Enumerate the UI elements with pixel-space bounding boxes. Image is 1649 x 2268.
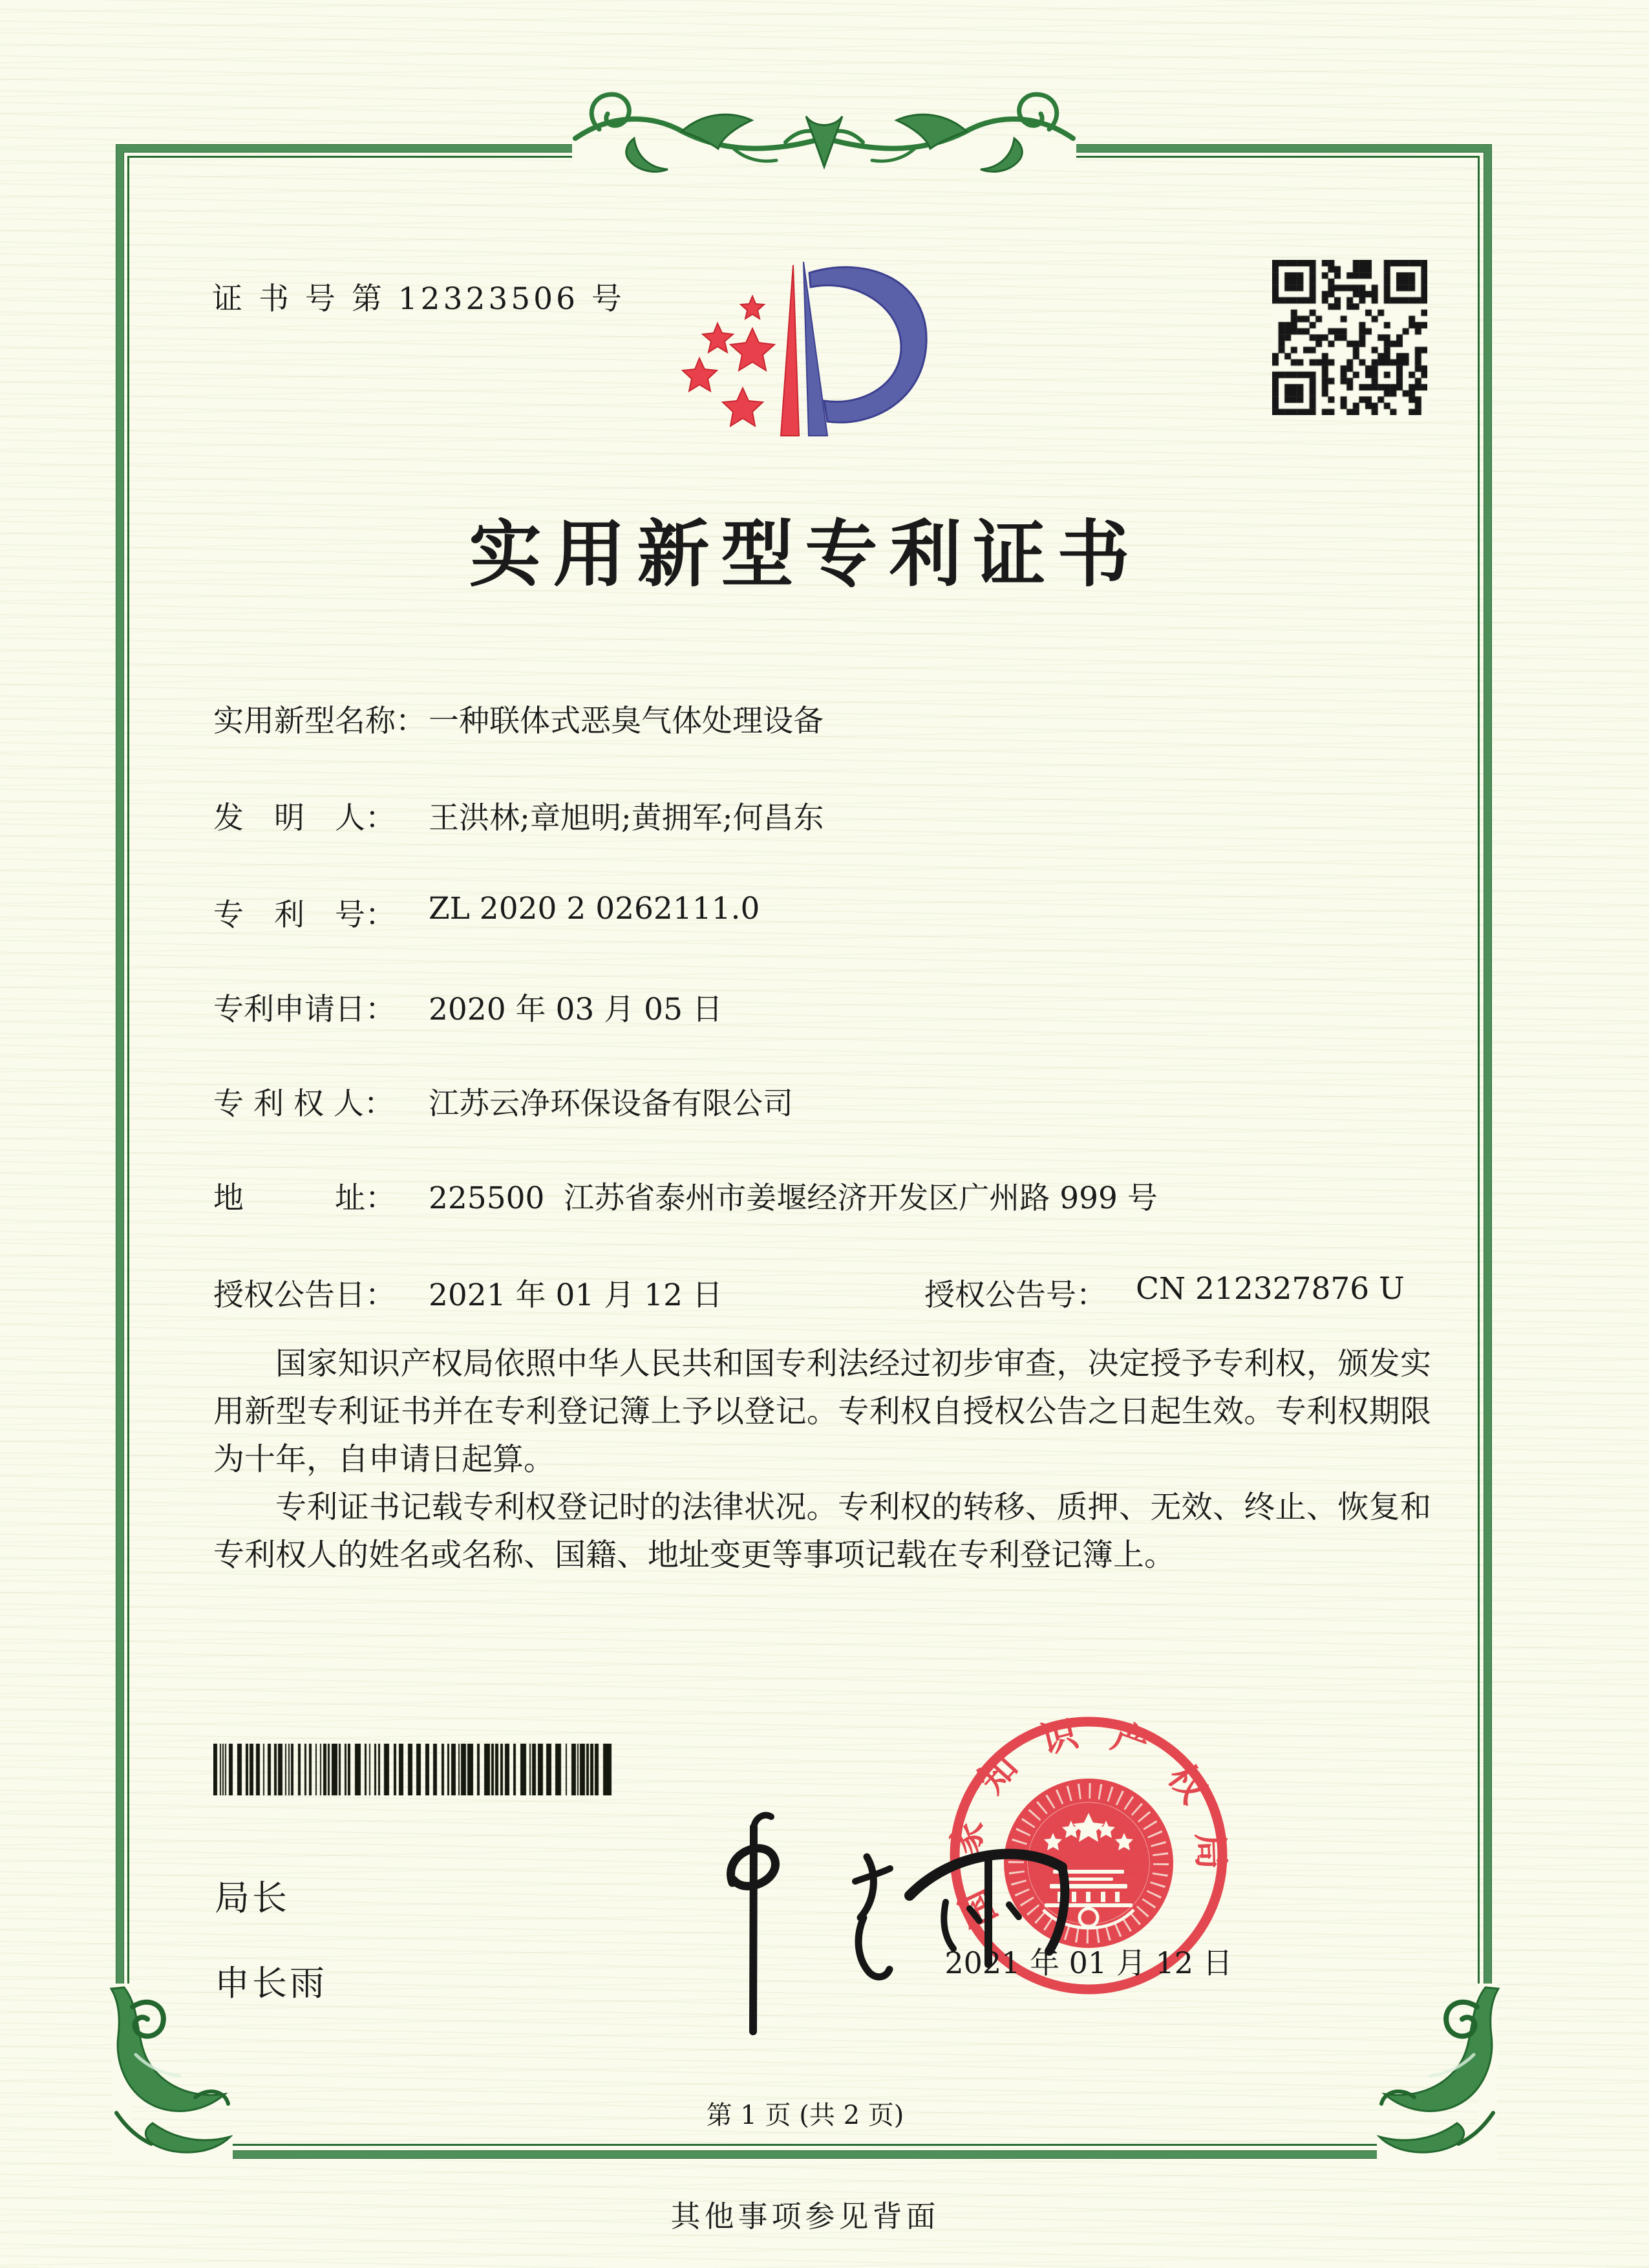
logo-blue-wedge	[803, 262, 827, 436]
field-row-patent-no	[0, 891, 1649, 936]
floral-border-ornament-bottom-right	[1377, 1984, 1513, 2165]
seal-text: 国家知识产权局	[944, 1711, 1233, 1934]
field-value: 一种联体式恶臭气体处理设备	[429, 703, 824, 739]
certificate-title: 实用新型专利证书	[469, 512, 1142, 597]
certificate-number: 证 书 号 第 12323506 号	[212, 281, 625, 317]
grant-date-label: 授权公告日：	[213, 1278, 396, 1313]
legal-text	[213, 1340, 1431, 1579]
field-row-address	[0, 1174, 1649, 1219]
floral-border-ornament-bottom-left	[97, 1984, 233, 2165]
grant-date-value: 2021 年 01 月 12 日	[429, 1278, 723, 1313]
field-label: 专利申请日：	[213, 992, 396, 1027]
field-value: 王洪林;章旭明;黄拥军;何昌东	[429, 800, 824, 836]
field-label: 专 利 权 人：	[213, 1086, 394, 1122]
field-row-filing-date	[0, 985, 1649, 1031]
field-row-grant	[0, 1271, 1649, 1316]
barcode	[213, 1744, 613, 1795]
logo-red-wedge	[781, 265, 799, 436]
field-row-name	[0, 697, 1649, 742]
field-value: 江苏云净环保设备有限公司	[429, 1086, 793, 1122]
logo-p-bowl	[809, 267, 926, 422]
field-row-patentee	[0, 1080, 1649, 1125]
field-label: 发 明 人：	[213, 800, 396, 836]
field-label: 专 利 号：	[213, 897, 396, 933]
field-label: 地 址：	[213, 1181, 396, 1216]
director-title: 局长	[215, 1878, 290, 1918]
back-side-note: 其他事项参见背面	[670, 2199, 940, 2234]
legal-paragraph-2: 专利证书记载专利权登记时的法律状况。专利权的转移、质押、无效、终止、恢复和专利权人的姓名或名称、国籍、地址变更等事项记载在专利登记簿上。	[213, 1489, 1431, 1573]
qr-code	[1272, 260, 1427, 415]
floral-border-ornament-top	[572, 76, 1076, 183]
page-number: 第 1 页 (共 2 页)	[706, 2101, 904, 2130]
field-value: 225500 江苏省泰州市姜堰经济开发区广州路 999 号	[429, 1181, 1158, 1216]
legal-paragraph-1: 国家知识产权局依照中华人民共和国专利法经过初步审查，决定授予专利权，颁发实用新型专利证书并在专利登记簿上予以登记。专利权自授权公告之日起生效。专利权期限为十年，自申请日起算。	[213, 1345, 1431, 1477]
grant-no-label: 授权公告号：	[924, 1278, 1107, 1313]
field-label: 实用新型名称：	[213, 703, 426, 739]
grant-no-value: CN 212327876 U	[1136, 1271, 1405, 1307]
seal-date: 2021 年 01 月 12 日	[944, 1945, 1233, 1980]
field-value: ZL 2020 2 0262111.0	[429, 891, 760, 926]
field-value: 2020 年 03 月 05 日	[429, 992, 723, 1027]
handwritten-signature	[617, 1797, 1070, 2043]
field-row-inventors	[0, 794, 1649, 839]
director-name: 申长雨	[215, 1963, 327, 2004]
cnipa-logo	[654, 247, 952, 460]
